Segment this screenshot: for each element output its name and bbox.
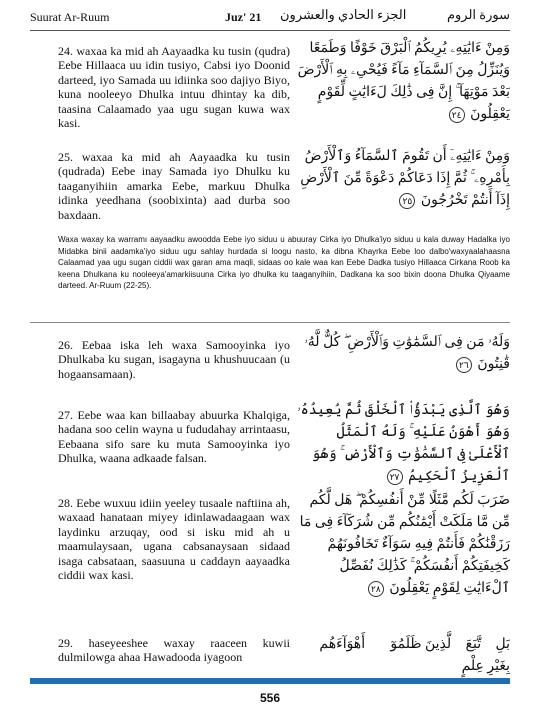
verse-29-translation: 29. haseyeeshee waxay raaceen kuwii dulmilowga ahaa Hawadooda iyagoon [58, 636, 290, 665]
verse-29-arabic [295, 634, 510, 678]
verse-27-arabic [295, 400, 510, 488]
verse-27-arabic-text: وَهُوَ ٱلَّذِى يَبْدَؤُا۟ ٱلْخَلْقَ ثُمَّ يُعِيدُهُۥ وَهُوَ أَهْوَنُ عَلَيْهِ ۚ وَلَهُ ٱلْمَثَلُ ٱلْأَعْلَىٰ فِى ٱلسَّمَٰوَٰتِ وَٱلْأَرْضِ ۚ وَهُوَ ٱلْعَزِيزُ ٱلْحَكِيمُ [297, 403, 510, 484]
verse-number-26: ٢٦ [456, 357, 472, 373]
arabic-juz-label: الجزء الحادي والعشرون [280, 7, 407, 22]
verse-28-arabic-text: ضَرَبَ لَكُم مَّثَلًا مِّنْ أَنفُسِكُمْ ۖ هَل لَّكُم مِّن مَّا مَلَكَتْ أَيْمَٰنُكُم مِّن شُرَكَآءَ فِى مَا رَزَقْنَٰكُمْ فَأَنتُمْ فِيهِ سَوَآءٌ تَخَافُونَهُمْ كَخِيفَتِكُمْ أَنفُسَكُمْ ۚ كَذَٰلِكَ نُفَصِّلُ ٱلْءَايَٰتِ لِقَوْمٍ يَعْقِلُونَ [299, 493, 510, 596]
verse-number-28: ٢٨ [368, 581, 384, 597]
arabic-surah-title: سورة الروم [446, 7, 510, 22]
verse-25-translation: 25. waxaa ka mid ah Aayaadka ku tusin (qudrada) Eebe inay Samada iyo Dhulku ku taaganyihiin amarka Eebe, markuu Dhulka idinka yeedhana (soobixinta) aad durba soo baxdaan. [58, 150, 290, 222]
verse-26-translation: 26. Eebaa iska leh waxa Samooyinka iyo Dhulkaba ku sugan, isagayna u khushuucaan (u hogaansamaan). [58, 338, 290, 381]
verse-number-25: ٢٥ [399, 193, 415, 209]
page-number: 556 [259, 691, 281, 705]
surah-title: Suurat Ar-Ruum [30, 10, 110, 24]
footer-bar [30, 678, 510, 684]
verse-24-arabic [295, 38, 510, 126]
verse-27-translation: 27. Eebe waa kan billaabay abuurka Khalqiga, hadana soo celin wayna u fududahay arrintaasu, Eebaana sifo sare ku muta Samooyinka iyo Dhulka, waana adkaade falsan. [58, 408, 290, 466]
juz-label: Juz' 21 [225, 10, 262, 24]
section-divider [30, 322, 510, 323]
verse-number-27: ٢٧ [387, 469, 403, 485]
verse-26-arabic-text: وَلَهُۥ مَن فِى ٱلسَّمَٰوَٰتِ وَٱلْأَرْضِ ۖ كُلٌّ لَّهُۥ قَٰنِتُونَ [304, 335, 510, 372]
verse-number-24: ٢٤ [449, 107, 465, 123]
verse-28-translation: 28. Eebe wuxuu idiin yeeley tusaale naftiina ah, waxaad hanataan miyey idinlawadaagaan wax laydinku arzuqay, ood si isku mid ah u maamulaysaan, ugana cabsanaysaan sidaad isaga cabsataan, saasuuna u caddayn aayaadka ciddii wax kasi. [58, 496, 290, 583]
commentary-paragraph: Waxa waxay ka warramı aayaadku awoodda Eebe iyo siduu u abuuray Cirka iyo Dhulka'iyo siduu u kala duway Hadalka iyo Midabka binii aadamka'iyo siduu ugu sahlay hurdada si loogu nasto, ka dibna Khayrka Eebe loo dalbo'waxyaalahaasna Calaamad yaa ugu sugan ciddii wax garan ama maqli, sidaas oo kale waa kan Eebe Dadka tusiyo Hillaaca Cirkana Roob ka keena Dhulkana ku nooleeya'amarkiisuuna Cirka iyo dhulka ku taaganyihiin, Dadkana ka soo bixin doona Dhulka Qiyaame darteed. Ar-Ruum (22-25). [58, 235, 510, 290]
verse-24-arabic-text: وَمِنْ ءَايَٰتِهِۦ يُرِيكُمُ ٱلْبَرْقَ خَوْفًا وَطَمَعًا وَيُنَزِّلُ مِنَ ٱلسَّمَآءِ مَآءً فَيُحْىِۦ بِهِ ٱلْأَرْضَ بَعْدَ مَوْتِهَآ ۚ إِنَّ فِى ذَٰلِكَ لَءَايَٰتٍ لِّقَوْمٍ يَعْقِلُونَ [297, 41, 510, 122]
verse-25-arabic-text: وَمِنْ ءَايَٰتِهِۦٓ أَن تَقُومَ ٱلسَّمَآءُ وَٱلْأَرْضُ بِأَمْرِهِۦ ۚ ثُمَّ إِذَا دَعَاكُمْ دَعْوَةً مِّنَ ٱلْأَرْضِ إِذَآ أَنتُمْ تَخْرُجُونَ [300, 149, 510, 208]
verse-28-arabic [295, 490, 510, 600]
verse-25-arabic [295, 146, 510, 212]
header-rule [30, 30, 510, 31]
verse-29-arabic-text: بَلِ ٱتَّبَعَ ٱلَّذِينَ ظَلَمُوٓا۟ أَهْوَآءَهُم بِغَيْرِ عِلْمٍ [319, 637, 510, 674]
verse-26-arabic [295, 332, 510, 376]
verse-24-translation: 24. waxaa ka mid ah Aayaadka ku tusin (qudra) Eebe Hillaaca uu idin tusiyo, Cabsi iyo Doonid darteed, iyo Samada uu idiinka soo dajiyo Biyo, kuna nooleeyo Dhulka intuu dhintay ka dib, taasina Calaamado yaa ugu sugan kuwa wax kasi. [58, 44, 290, 131]
